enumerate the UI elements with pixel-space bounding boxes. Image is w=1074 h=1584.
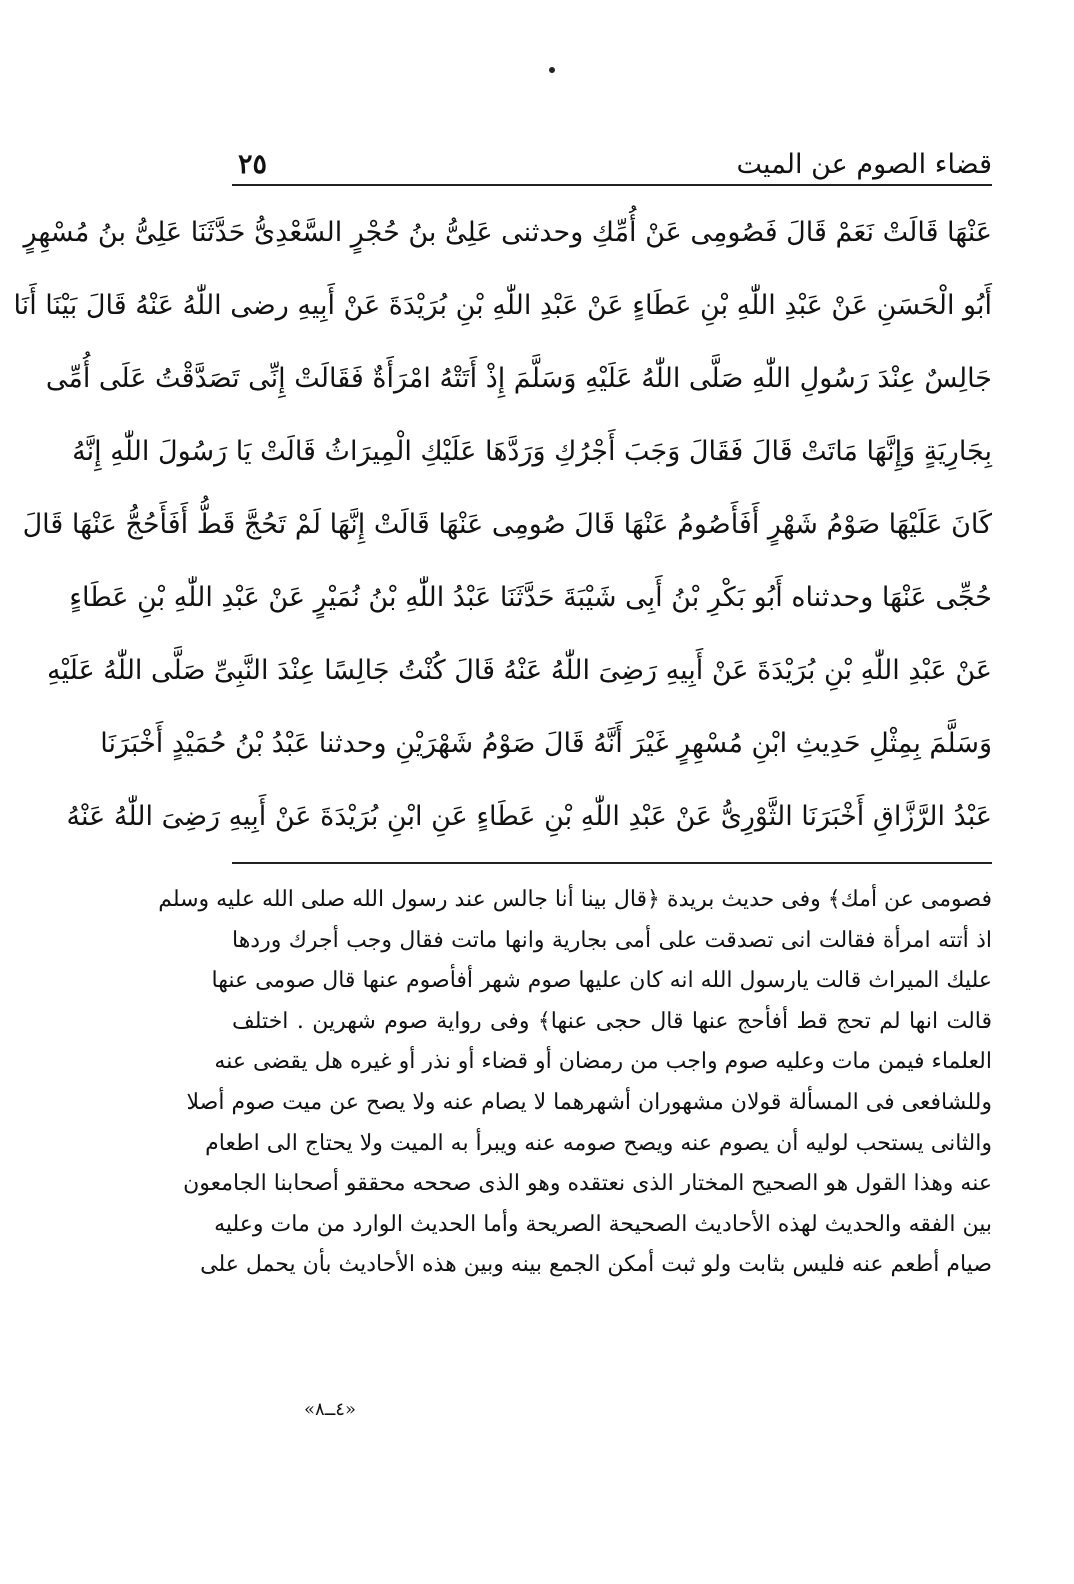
hadith-line: أَبُو الْحَسَنِ عَنْ عَبْدِ اللّٰهِ بْنِ عَطَاءٍ عَنْ عَبْدِ اللّٰهِ بْنِ بُرَيْدَةَ عَنْ أَبِيهِ رضى اللّٰهُ عَنْهُ قَالَ بَيْنَا أَنَا: [13, 290, 992, 321]
commentary-line: وللشافعى فى المسألة قولان مشهوران أشهرهما لا يصام عنه ولا يصح عن ميت صوم أصلا: [186, 1089, 992, 1115]
signature-mark: «٤ــ٨»: [304, 1399, 356, 1420]
hadith-line: حُجِّى عَنْهَا وحدثناه أَبُو بَكْرِ بْنُ أَبِى شَيْبَةَ حَدَّثَنَا عَبْدُ اللّٰهِ بْنُ نُمَيْرٍ عَنْ عَبْدِ اللّٰهِ بْنِ عَطَاءٍ: [69, 582, 992, 613]
commentary-line: عليك الميراث قالت يارسول الله انه كان عليها صوم شهر أفأصوم عنها قال صومى عنها: [211, 968, 992, 994]
commentary-line: قالت انها لم تحج قط أفأحج عنها قال حجى عنها﴾ وفى رواية صوم شهرين . اختلف: [232, 1008, 992, 1034]
chapter-title: قضاء الصوم عن الميت: [736, 149, 992, 180]
hadith-line: وَسَلَّمَ بِمِثْلِ حَدِيثِ ابْنِ مُسْهِرٍ غَيْرَ أَنَّهُ قَالَ صَوْمُ شَهْرَيْنِ وحدثنا عَبْدُ بْنُ حُمَيْدٍ أَخْبَرَنَا: [100, 728, 992, 759]
page-number: ٢٥: [238, 149, 268, 180]
hadith-line: عَبْدُ الرَّزَّاقِ أَخْبَرَنَا الثَّوْرِىُّ عَنْ عَبْدِ اللّٰهِ بْنِ عَطَاءٍ عَنِ ابْنِ بُرَيْدَةَ عَنْ أَبِيهِ رَضِىَ اللّٰهُ عَنْهُ: [66, 801, 992, 832]
hadith-line: بِجَارِيَةٍ وَإِنَّهَا مَاتَتْ قَالَ فَقَالَ وَجَبَ أَجْرُكِ وَرَدَّهَا عَلَيْكِ الْمِيرَاثُ قَالَتْ يَا رَسُولَ اللّٰهِ إِنَّهُ: [72, 436, 992, 467]
commentary-line: فصومى عن أمك﴾ وفى حديث بريدة ﴿قال بينا أنا جالس عند رسول الله صلى الله عليه وسلم: [158, 887, 992, 912]
commentary-text: [158, 880, 992, 1286]
header-rule: [232, 184, 992, 186]
ink-dot: [549, 67, 555, 73]
hadith-line: كَانَ عَلَيْهَا صَوْمُ شَهْرٍ أَفَأَصُومُ عَنْهَا قَالَ صُومِى عَنْهَا قَالَتْ إِنَّهَا لَمْ تَحُجَّ قَطُّ أَفَأَحُجُّ عَنْهَا قَالَ: [22, 509, 992, 540]
hadith-line: جَالِسٌ عِنْدَ رَسُولِ اللّٰهِ صَلَّى اللّٰهُ عَلَيْهِ وَسَلَّمَ إِذْ أَتَتْهُ امْرَأَةٌ فَقَالَتْ إِنِّى تَصَدَّقْتُ عَلَى أُمِّى: [45, 363, 992, 394]
hadith-text: [13, 196, 992, 853]
commentary-line: صيام أطعم عنه فليس بثابت ولو ثبت أمكن الجمع بينه وبين هذه الأحاديث بأن يحمل على: [200, 1252, 992, 1278]
hadith-line: عَنْ عَبْدِ اللّٰهِ بْنِ بُرَيْدَةَ عَنْ أَبِيهِ رَضِىَ اللّٰهُ عَنْهُ قَالَ كُنْتُ جَالِسًا عِنْدَ النَّبِىِّ صَلَّى اللّٰهُ عَلَيْهِ: [47, 655, 992, 686]
hadith-line: عَنْهَا قَالَتْ نَعَمْ قَالَ فَصُومِى عَنْ أُمِّكِ وحدثنى عَلِىُّ بنُ حُجْرٍ السَّعْدِىُّ حَدَّثَنَا عَلِىُّ بنُ مُسْهِرٍ: [23, 217, 992, 248]
commentary-line: اذ أتته امرأة فقالت انى تصدقت على أمى بجارية وانها ماتت فقال وجب أجرك وردها: [232, 927, 992, 953]
running-header: [232, 136, 992, 180]
commentary-line: والثانى يستحب لوليه أن يصوم عنه ويصح صومه عنه ويبرأ به الميت ولا يحتاج الى اطعام: [205, 1130, 992, 1156]
commentary-line: العلماء فيمن مات وعليه صوم واجب من رمضان أو قضاء أو نذر أو غيره هل يقضى عنه: [214, 1049, 992, 1075]
commentary-line: بين الفقه والحديث لهذه الأحاديث الصحيحة الصريحة وأما الحديث الوارد من مات وعليه: [214, 1211, 992, 1237]
commentary-line: عنه وهذا القول هو الصحيح المختار الذى نعتقده وهو الذى صححه محققو أصحابنا الجامعون: [183, 1171, 992, 1197]
commentary-divider: [232, 862, 992, 864]
